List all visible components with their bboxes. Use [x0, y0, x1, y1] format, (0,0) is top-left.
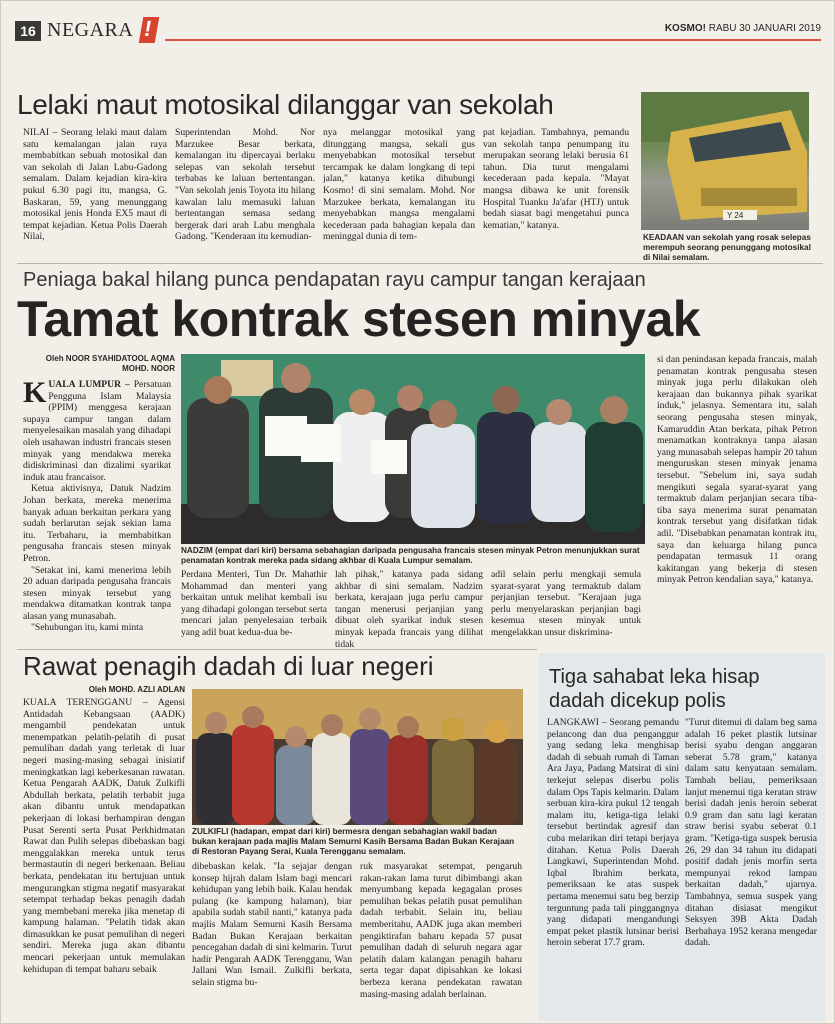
story1-col3: nya melanggar motosikal yang ditunggang mangsa, sekali gus menyebabkan motosikal tersebut tercampak ke dalam longkang di tepi jalan," katanya ketika dihubungi Kosmo! di sini semalam. Mohd. Nor Marzukee berkata, kemalangan itu menyebabkan mangsa mengalami kecederaan pada bahagian kepala dan meninggal dunia di tem- — [323, 127, 475, 243]
page-number: 16 — [15, 21, 41, 41]
story2-kicker: Peniaga bakal hilang punca pendapatan rayu campur tangan kerajaan — [23, 269, 646, 291]
story2-col5: si dan penindasan kepada francais, malah penamatan kontrak pengusaha stesen minyak juga perlu dilakukan oleh kerajaan dan bukannya pihak syarikat induk," jelasnya. Sementara itu, salah seorang pengusaha stesen minyak, Kamaruddin Atan berkata, pihak Petron menamatkan kontraknya tanpa alasan yang munasabah selepas hampir 20 tahun menguruskan stesen minyak jenama tersebut. "Sebelum ini, saya sudah mengikuti segala syarat-syarat yang termaktub dalam perjanjian secara tiba-tiba saya menerima surat penamatan kontrak tersebut yang disifatkan tidak adil. "Disebabkan penamatan kontrak itu, saya dan keluarga hilang punca pendapatan termasuk 11 orang kakitangan yang bekerja di stesen minyak Petron kendalian saya," katanya. — [657, 354, 817, 586]
story2-dropcap: K — [23, 379, 47, 409]
story2-byline: Oleh NOOR SYAHIDATOOL AQMA MOHD. NOOR — [45, 354, 175, 373]
divider-2 — [17, 649, 537, 650]
press-conference-illustration — [181, 354, 645, 544]
story1-col2: Superintendan Mohd. Nor Marzukee Besar berkata, kemalangan itu dipercayai berlaku selepas van sekolah tersebut terbabas ke laluan bertentangan. "Van sekolah jenis Toyota itu hilang kawalan lalu memasuki laluan bertentangan semasa sedang bergerak dari arah Labu menghala Gadong. "Kenderaan itu kemudian- — [175, 127, 315, 243]
story2-col1-para4: "Sehubungan itu, kami minta — [31, 622, 144, 634]
van-bumper — [701, 188, 797, 206]
story2-col2: Perdana Menteri, Tun Dr. Mahathir Mohammad dan menteri yang berkaitan untuk melihat kembali isu yang dihadapi golongan tersebut serta mencari jalan penyelesaian terbaik yang adil buat kedua-dua be- — [181, 569, 327, 638]
section-name: NEGARA — [47, 19, 134, 41]
ngo-event-photo — [192, 689, 523, 825]
issue-date: RABU 30 JANUARI 2019 — [708, 23, 821, 34]
school-van-photo — [641, 92, 809, 230]
story3-headline: Rawat penagih dadah di luar negeri — [23, 651, 434, 681]
story1-col4: pat kejadian. Tambahnya, pemandu van sekolah tanpa penumpang itu merupakan seorang lelaki berusia 61 tahun. Dia turut mengalami kecederaan pada kepala. "Mayat mangsa dibawa ke unit forensik Hospital Tuanku Ja'afar (HTJ) untuk bedah siasat bagi mengetahui punca kematian," katanya. — [483, 127, 629, 231]
story1-headline: Lelaki maut motosikal dilanggar van sekolah — [17, 89, 554, 120]
story2-lead-dateline: UALA LUMPUR – — [48, 379, 130, 390]
dateline — [665, 23, 821, 34]
story4-col1: LANGKAWI – Seorang pemandu pelancong dan dua penganggur yang sedang leka menghisap dadah di sebuah rumah di Taman Ara Jaya, Padang Matsirat di sini terkejut selepas diserbu polis dalam Ops Tapis kelmarin. Dalam serbuan kira-kira pukul 12 tengah malam itu, ketiga-tiga lelaki tersebut bertindak agresif dan cuba melarikan diri tetapi berjaya ditahan. Ketua Polis Daerah Langkawi, Superintendan Mohd. Iqbal Ibrahim berkata, pemeriksaan ke atas suspek pertama menemui satu beg berzip terguntung pada tali pinggangnya yang didapati mengandungi empat peket plastik lutsinar berisi heroin seberat 17.7 gram. — [547, 717, 679, 949]
school-van-illustration — [641, 92, 809, 230]
letter-sheet-2 — [301, 424, 341, 462]
story3-caption: ZULKIFLI (hadapan, empat dari kiri) bermesra dengan sebahagian wakil badan bukan kerajaan pada majlis Malam Semurni Kasih Bersama Badan Bukan Kerajaan di Restoran Payang Serai, Kuala Terengganu semalam. — [192, 827, 515, 856]
story4-headline: Tiga sahabat leka hisap dadah dicekup polis — [549, 666, 760, 712]
press-conference-photo — [181, 354, 645, 544]
divider-1 — [17, 263, 823, 264]
story2-lead-text: Persatuan Pengguna Islam Malaysia (PPIM) menggesa kerajaan supaya campur tangan dalam menyelesaikan masalah yang dihadapi oleh usahawan industri francais stesen minyak yang mendakwa mereka didiskriminasi dan dizalimi syarikat induk atau francaisor. — [23, 379, 171, 483]
story2-col1 — [23, 379, 171, 647]
section-logo-icon — [139, 17, 160, 43]
story3-col2: dibebaskan kelak. "Ia sejajar dengan konsep hijrah dalam Islam bagi mencari kehidupan yang lebih baik. Kalau hendak pulang (ke kampung halaman), biar apabila sudah stabil nanti," katanya pada majlis Malam Semurni Kasih Bersama Badan Bukan Kerajaan berkaitan pencegahan dadah di sini kelmarin. Turut hadir Pengarah AADK Terengganu, Wan Jallani Wan Ismail. Zulkifli berkata, selain stigma bu- — [192, 861, 352, 988]
story3-col3: ruk masyarakat setempat, pengaruh rakan-rakan lama turut dibimbangi akan menyumbang kepada kegagalan proses pemulihan bekas pelatih pusat pemulihan dadah terbabit. Selain itu, beliau memberitahu, AADK juga akan memberi pengiktirafan baharu kepada 57 pusat pemulihan dadah di seluruh negara agar pelatih dalam kalangan penagih baharu serta tegar dapat dipisahkan ke lokasi berbeza kerana pendekatan rawatan masing-masing adalah berlainan. — [360, 861, 522, 1000]
story2-col1-para2: Ketua aktivisnya, Datuk Nadzim Johan berkata, mereka menerima banyak aduan berkaitan perkara yang sudah berlarutan sejak sekian lama itu. Terbaharu, ia membabitkan pengusaha francais stesen minyak Petron. — [23, 483, 171, 564]
story1-col1: NILAI – Seorang lelaki maut dalam satu kemalangan jalan raya membabitkan sebuah motosikal dan van sekolah di Jalan Labu-Gadong semalam. Dalam kejadian kira-kira pukul 6.30 pagi itu, mangsa, G. Baskaran, 59, yang menunggang motosikal jenis Honda EX5 maut di tempat kejadian. Ketua Polis Daerah Nilai, — [23, 127, 167, 243]
story1-caption: KEADAAN van sekolah yang rosak selepas merempuh seorang penunggang motosikal di Nilai semalam. — [643, 233, 811, 261]
story4-col2: "Turut ditemui di dalam beg sama adalah 16 peket plastik lutsinar berisi syabu dengan anggaran seberat 5.78 gram," katanya dalam satu kenyataan semalam. Tambah beliau, pemeriksaan lanjut menemui tiga keratan straw berisi dadah jenis heroin seberat 0.9 gram dan satu lagi keratan straw berisi syabu seberat 0.1 gram. "Ketiga-tiga suspek berusia 26, 29 dan 34 tahun itu didapati positif dadah jenis morfin serta mempunyai rekod lampau berkaitan dadah," ujarnya. Tambahnya, semua suspek yang ditahan disiasat mengikut Seksyen 39B Akta Dadah Berbahaya 1952 kerana mengedar dadah. — [685, 717, 817, 949]
story2-col3: lah pihak," katanya pada sidang akhbar di sini semalam. Nadzim berkata, kerajaan juga perlu campur tangan menerusi perjanjian yang dibuat oleh syarikat induk stesen minyak kepada francais yang dilihat tidak — [335, 569, 483, 649]
story3-byline: Oleh MOHD. AZLI ADLAN — [88, 685, 185, 694]
letter-sheet-3 — [371, 440, 407, 474]
van-plate: Y 24 — [727, 211, 744, 220]
story2-col4: adil selain perlu mengkaji semula syarat-syarat yang termaktub dalam perjanjian tersebut. "Kerajaan juga perlu menyelaraskan perjanjian bagi kesemua stesen minyak untuk mengelakkan unsur diskrimina- — [491, 569, 641, 638]
story3-col1: KUALA TERENGGANU – Agensi Antidadah Kebangsaan (AADK) mengambil pendekatan untuk menempatkan pelatih-pelatih di pusat pemulihan dadah yang terletak di luar negeri masing-masing sebagai inisiatif meningkatkan lagi keberkesanan rawatan. Ketua Pengarah AADK, Datuk Zulkifli Abdullah berkata, pelatih terbabit juga akan dibantu untuk mendapatkan pekerjaan di lokasi berhampiran dengan Pusat Serenti serta Pusat Perkhidmatan Rawat dan Pulih selepas dibebaskan bagi menggalakkan mereka untuk terus bermastautin di negeri berkenaan. Beliau berkata, pendekatan itu bertujuan untuk mengurangkan stigma negatif masyarakat setempat terhadap bekas penagih dadah yang membebani mereka jika menetap di kampung halaman. "Pelatih tidak akan dimasukkan ke pusat pemulihan di negeri sendiri. Mereka juga akan dibantu mencari pekerjaan untuk memulakan kehidupan di tempat baharu sebaik — [23, 697, 185, 975]
page-header — [15, 21, 821, 43]
publication-name: KOSMO! — [664, 23, 706, 34]
header-rule — [165, 39, 821, 41]
story2-col1-para3: "Setakat ini, kami menerima lebih 20 aduan daripada pengusaha francais stesen minyak tersebut yang mendakwa ditamatkan kontrak tanpa alasan yang munasabah. — [23, 564, 171, 622]
ngo-event-illustration — [192, 689, 523, 825]
story2-headline: Tamat kontrak stesen minyak — [17, 291, 701, 347]
story2-caption: NADZIM (empat dari kiri) bersama sebahagian daripada pengusaha francais stesen minyak Petron menunjukkan surat penamatan kontrak mereka pada sidang akhbar di Kuala Lumpur semalam. — [181, 546, 640, 565]
letter-sheet-1 — [265, 416, 307, 456]
